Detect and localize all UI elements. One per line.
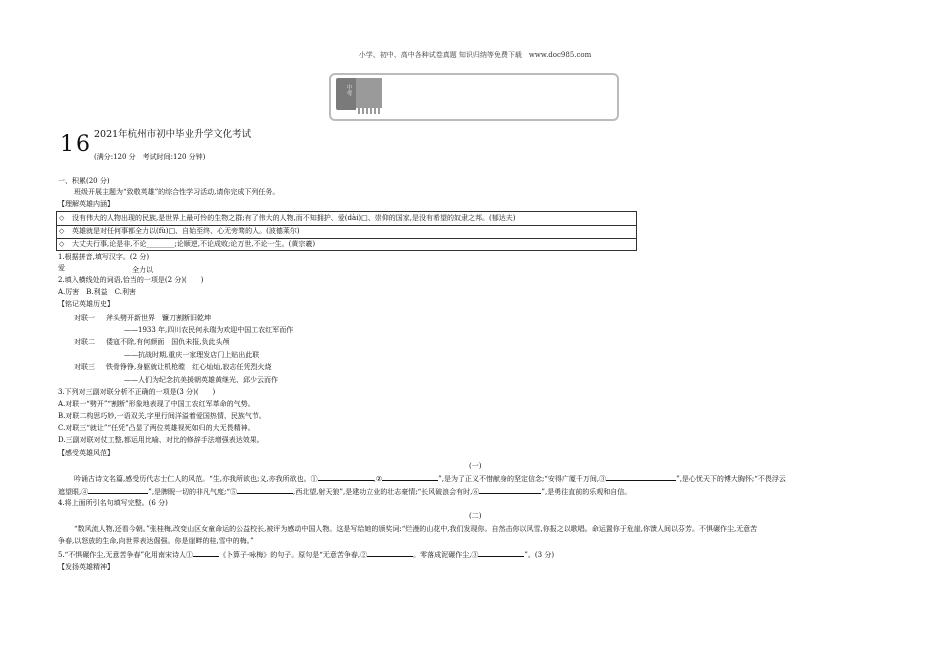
q1-answer-right: 全力以 [132, 266, 153, 274]
part1-line2: 遮望眼,④ ”,是脾睨一切的非凡气度;“⑤ ,西北望,射天狼”,是建功立业的壮志豪情;“长风破浪会有时,⑥ ”,是勇往直前的乐观和自信。 [58, 488, 632, 496]
quote-3: ◇ 大丈夫行事,论是非,不论________;论顺逆,不论成败;论万世,不论一生。(黄宗羲) [59, 240, 316, 248]
part2-line1: “数风流人物,还看今朝。”张桂梅,改变山区女童命运的公益校长,被评为感动中国人物。这是写给她的颁奖词:“烂漫的山花中,我们发现你。自然击你以风雪,你报之以歌唱。命运置你于危崖,你馈人间以芬芳。不惧碾作尘,无意苦 [74, 525, 758, 533]
page-header-text: 小学、初中、高中各种试卷真题 知识归纳等免费下载 www.doc985.com [358, 51, 592, 59]
answer-blank[interactable] [606, 473, 676, 481]
answer-blank[interactable] [318, 473, 374, 481]
couplet2-text: 倭寇不除,有何颜面 国仇未报,负此头颅 [106, 338, 230, 346]
quote-1: ◇ 没有伟大的人物出现的民族,是世界上最可怜的生物之群;有了伟大的人物,而不知拥护、爱(dài)□、崇仰的国家,是没有希望的奴隶之邦。(郁达夫) [59, 214, 516, 222]
tab-notch [356, 108, 382, 114]
remember-heading: 【铭记英雄历史】 [58, 300, 114, 308]
quotes-box [56, 211, 637, 251]
answer-blank[interactable] [367, 549, 413, 557]
part1-line1: 吟诵古诗文名篇,感受历代志士仁人的风范。“生,亦我所欲也;义,亦我所欲也。① ,② ”,是为了正义不惜献身的坚定信念;“安得广厦千万间,③ ”,是心忧天下的博大胸怀;“不畏浮云 [74, 475, 786, 483]
answer-blank[interactable] [237, 486, 293, 494]
diamond-icon: ◇ [59, 214, 65, 222]
couplet2-label: 对联二 [74, 338, 95, 346]
part1-mark: (一) [469, 462, 482, 470]
question-2: 2.填入横线处的词语,恰当的一项是(2 分)( ) [58, 276, 204, 284]
tab-label: 中考 [345, 84, 352, 96]
understand-heading: 【理解英雄内涵】 [58, 200, 114, 208]
q2-options: A.厉害 B.利益 C.利害 [58, 288, 136, 296]
q3-option-d: D.三副对联对仗工整,都运用比喻、对比的修辞手法增强表达效果。 [58, 436, 264, 444]
couplet1-label: 对联一 [74, 314, 95, 322]
intro-text: 班级开展主题为“致敬英雄”的综合性学习活动,请你完成下列任务。 [74, 188, 280, 196]
answer-blank[interactable] [193, 549, 219, 557]
answer-blank[interactable] [478, 549, 524, 557]
q3-option-c: C.对联三“就让”“任凭”凸显了两位英雄视死如归的大无畏精神。 [58, 424, 255, 432]
exam-tab [336, 78, 382, 110]
feel-heading: 【感受英雄风范】 [58, 449, 114, 457]
couplet1-note: ——1933 年,四川农民何永瑞为欢迎中国工农红军而作 [124, 326, 294, 334]
q3-option-b: B.对联二构思巧妙,一语双关,字里行间洋溢着爱国热情、民族气节。 [58, 412, 266, 420]
diamond-icon: ◇ [59, 240, 65, 248]
answer-blank[interactable] [479, 486, 541, 494]
diamond-icon: ◇ [59, 227, 65, 235]
question-1: 1.根据拼音,填写汉字。(2 分) [58, 253, 150, 261]
exam-title: 2021年杭州市初中毕业升学文化考试 [94, 129, 252, 140]
quote-2: ◇ 英雄就是对任何事都全力以(fù)□、自始至终、心无旁骛的人。(波德莱尔) [59, 227, 300, 235]
question-4: 4.将上面所引名句填写完整。(6 分) [58, 499, 168, 507]
couplet3-label: 对联三 [74, 363, 95, 371]
answer-blank[interactable] [88, 486, 148, 494]
exam-number: 16 [60, 132, 92, 157]
couplet3-text: 铁骨铮铮,身躯就让机枪瞠 红心灿灿,寂志任凭烈火烧 [106, 363, 272, 371]
answer-blank[interactable] [382, 473, 438, 481]
part2-mark: (二) [469, 512, 482, 520]
q3-option-a: A.对联一“劈开”“割断”形象地表现了中国工农红军革命的气势。 [58, 400, 255, 408]
tab-strip [356, 78, 382, 110]
exam-subtitle: (满分:120 分 考试时间:120 分钟) [94, 153, 206, 161]
couplet1-text: 斧头劈开新世界 镰刀割断旧乾坤 [106, 314, 211, 322]
part2-line2: 争春,以怒放的生命,向世界表达倔强。你是崖畔的桂,雪中的梅。” [58, 537, 254, 545]
question-3: 3.下列对三副对联分析不正确的一项是(3 分)( ) [58, 388, 216, 396]
section1-title: 一、积累(20 分) [58, 177, 110, 185]
couplet3-note: ——人们为纪念抗美援朝英雄黄继光、邱少云而作 [124, 376, 278, 384]
question-5: 5.“不惧碾作尘,无意苦争春”化用南宋诗人① 《卜算子·咏梅》的句子。原句是“无意苦争春,② 。零落成泥碾作尘,③ ”。(3 分) [58, 551, 555, 559]
spirit-heading: 【发扬英雄精神】 [58, 563, 114, 571]
q1-answer-left: 爱 [58, 264, 65, 272]
couplet2-note: ——抗战时期,重庆一家理发店门上贴出此联 [124, 351, 260, 359]
